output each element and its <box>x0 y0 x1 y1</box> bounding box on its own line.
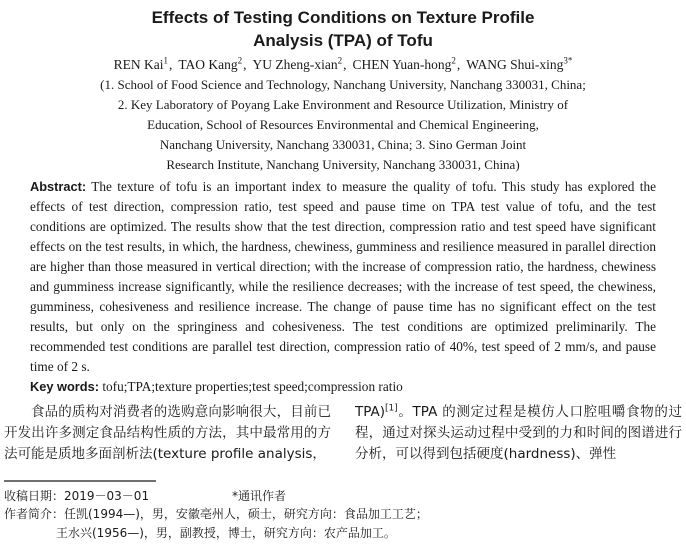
body-column-right <box>355 402 682 465</box>
author-5 <box>466 57 572 72</box>
author-5-affil-mark: 3* <box>563 55 573 66</box>
author-4-affil-mark: 2 <box>451 55 456 66</box>
affiliation-line-4: Nanchang University, Nanchang 330031, China; 3. Sino German Joint <box>159 137 527 152</box>
body-columns <box>4 402 682 465</box>
body-right-pre: TPA) <box>355 404 386 420</box>
citation-1-superscript: [1] <box>385 403 398 414</box>
keywords-text: tofu;TPA;texture properties;test speed;compression ratio <box>102 379 403 394</box>
affiliation-line-3: Education, School of Resources Environmental and Chemical Engineering, <box>147 117 539 132</box>
author-1-affil-mark: 1 <box>163 55 168 66</box>
author-separator: , <box>343 57 347 72</box>
author-4-name: CHEN Yuan-hong <box>352 57 452 72</box>
footnote-line-1 <box>4 487 682 506</box>
author-bio-line-1: 作者简介：任凯(1994—)，男，安徽亳州人，硕士，研究方向：食品加工工艺； <box>4 507 428 521</box>
affiliation-line-2: 2. Key Laboratory of Poyang Lake Environment and Resource Utilization, Ministry of <box>117 97 569 112</box>
footnote-separator-rule <box>4 480 156 482</box>
author-separator: , <box>243 57 247 72</box>
body-right-paragraph <box>355 402 682 465</box>
author-5-name: WANG Shui-xing <box>466 57 564 72</box>
title-line-2: Analysis (TPA) of Tofu <box>253 31 433 50</box>
author-separator: , <box>456 57 461 72</box>
keywords-line <box>30 377 656 397</box>
author-3-affil-mark: 2 <box>337 55 343 66</box>
affiliation-line-1: (1. School of Food Science and Technology, Nanchang University, Nanchang 330031, China; <box>100 77 586 92</box>
author-1-name: REN Kai <box>113 57 164 72</box>
affiliation-line-5: Research Institute, Nanchang University, Nanchang 330031, China) <box>166 157 520 172</box>
author-3 <box>253 57 343 72</box>
author-2-name: TAO Kang <box>178 57 238 72</box>
author-3-name: YU Zheng-xian <box>252 57 338 72</box>
author-2-affil-mark: 2 <box>237 55 243 66</box>
abstract-text: The texture of tofu is an important index to measure the quality of tofu. This study has explored the effects of test direction, compression ratio, test speed and pause time on TPA test value of tofu, and the test conditions are optimized. The results show that the test direction, compression ratio and test speed have significant effects on the test results, in which, the hardness, chewiness, gumminess and resilience measured in parallel direction are higher than those measured in vertical direction; with the increase of compression ratio, the hardness, chewiness and gumminess increase significantly, while the resilience decreases; with the increase of test speed, the chewiness, gumminess, cohesiveness and resilience increase. The change of pause time has no significant effect on the test results, but only on the springiness and cohesiveness. The test conditions are optimized preliminarily. The recommended test conditions are parallel test direction, compression ratio of 40%, test speed of 2 mm/s, and pause time of 2 s. <box>30 179 656 374</box>
author-1 <box>114 57 168 72</box>
footnote-block <box>4 480 682 543</box>
paper-title <box>0 0 686 52</box>
author-bio-line-2: 王水兴(1956—)，男，副教授，博士，研究方向：农产品加工。 <box>56 525 396 540</box>
received-date: 收稿日期：2019－03－01 <box>4 488 150 503</box>
author-2 <box>178 57 242 72</box>
keywords-label: Key words: <box>30 379 99 394</box>
abstract-label: Abstract: <box>30 179 87 194</box>
corresponding-author-note: *通讯作者 <box>232 488 287 503</box>
author-separator: , <box>168 57 173 72</box>
author-list <box>0 55 686 75</box>
title-line-1: Effects of Testing Conditions on Texture Profile <box>151 8 535 27</box>
body-left-paragraph: 食品的质构对消费者的选购意向影响很大，目前已开发出许多测定食品结构性质的方法，其中最常用的方法可能是质地多面剖析法(texture profile analysis， <box>4 404 331 462</box>
body-right-text: 。TPA 的测定过程是模仿人口腔咀嚼食物的过程，通过对探头运动过程中受到的力和时间的图谱进行分析，可以得到包括硬度(hardness)、弹性 <box>355 404 682 462</box>
author-4 <box>353 57 456 72</box>
abstract-paragraph <box>30 177 656 377</box>
body-column-left <box>4 402 331 465</box>
affiliations-block <box>0 75 686 175</box>
